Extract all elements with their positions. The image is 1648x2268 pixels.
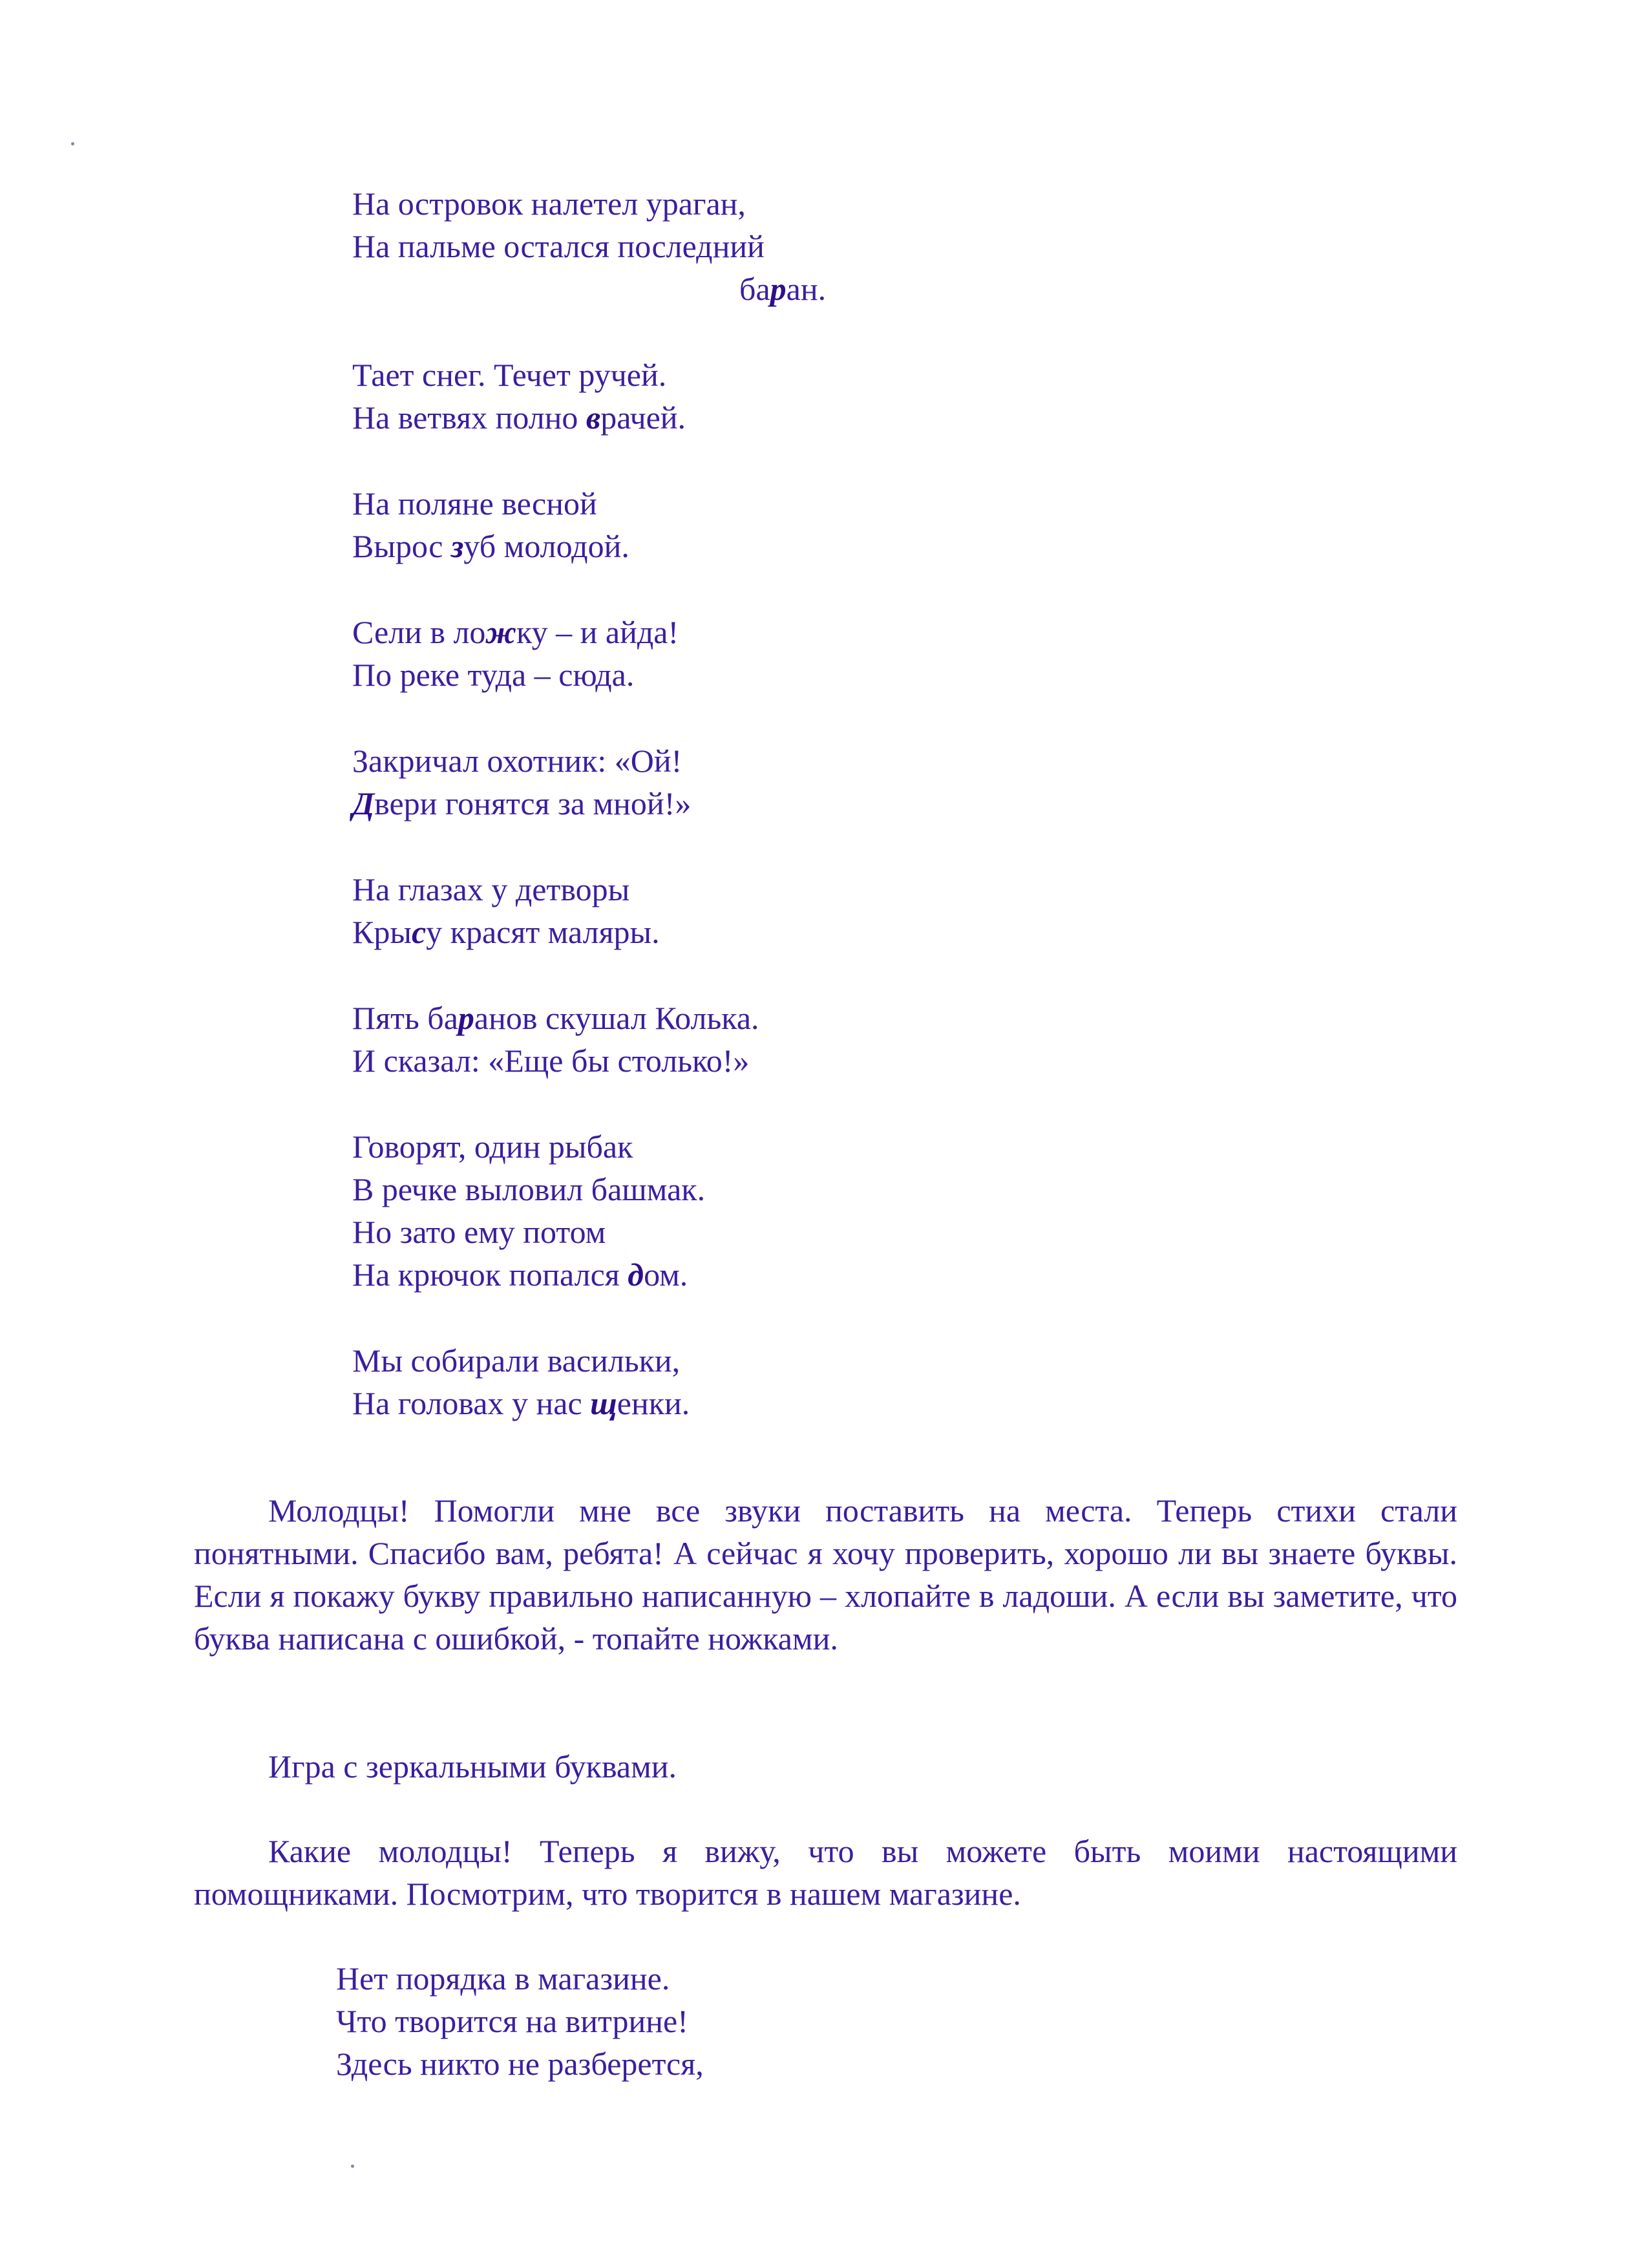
poem-line [352, 611, 1257, 653]
line-text: ом. [644, 1256, 688, 1293]
line-text: уб молодой. [463, 528, 629, 564]
line-text: И сказал: «Еще бы столько!» [352, 1043, 750, 1079]
highlighted-letter: з [450, 528, 464, 564]
poem-line [352, 225, 1257, 268]
poem-line [352, 653, 1257, 696]
poem-line [352, 482, 1257, 525]
line-text: На поляне весной [352, 485, 597, 522]
line-text: Говорят, один рыбак [352, 1129, 633, 1165]
line-text: Кры [352, 914, 412, 950]
scan-speck [71, 142, 74, 145]
line-text: ан. [786, 271, 827, 307]
line-text: На головах у нас [352, 1385, 591, 1421]
stanza [352, 1339, 1257, 1425]
highlighted-letter: Д [352, 785, 375, 821]
poem-line [352, 868, 1257, 911]
highlighted-letter: с [411, 914, 427, 950]
poem-line [352, 1339, 1257, 1382]
riddle-poems [352, 182, 1257, 1468]
highlighted-letter: в [586, 399, 601, 436]
line-text: Вырос [352, 528, 451, 564]
highlighted-letter: щ [590, 1385, 617, 1421]
line-text: На островок налетел ураган, [352, 185, 746, 222]
stanza [352, 182, 1257, 310]
poem-line [352, 1211, 1257, 1253]
stanza [352, 739, 1257, 825]
paragraph-shop-intro [194, 1830, 1457, 1915]
highlighted-letter: ж [485, 614, 517, 650]
scan-speck [351, 2165, 354, 2168]
poem-line: Что творится на витрине! [336, 2003, 688, 2039]
highlighted-letter: р [770, 271, 787, 307]
line-text: Закричал охотник: «Ой! [352, 743, 682, 779]
poem-line [352, 1039, 1257, 1082]
paragraph-game-title [194, 1745, 1457, 1788]
highlighted-letter: р [458, 1000, 474, 1036]
stanza [352, 611, 1257, 696]
line-text: На пальме остался последний [352, 228, 765, 264]
line-text: Тает снег. Течет ручей. [352, 357, 667, 393]
poem-line [352, 396, 1257, 439]
stanza [352, 482, 1257, 567]
poem-line [352, 525, 1257, 567]
paragraph-praise [194, 1489, 1457, 1660]
line-text: анов скушал Колька. [474, 1000, 759, 1036]
line-text: ку – и айда! [516, 614, 679, 650]
poem-line [352, 268, 1257, 310]
poem-line: Здесь никто не разберется, [336, 2046, 704, 2082]
poem-line: Нет порядка в магазине. [336, 1960, 670, 1997]
line-text: Сели в ло [352, 614, 486, 650]
shop-poem [336, 1957, 704, 2085]
highlighted-letter: д [628, 1256, 644, 1293]
poem-line [352, 739, 1257, 782]
poem-line [352, 1168, 1257, 1211]
poem-line [352, 1253, 1257, 1296]
poem-line [352, 997, 1257, 1039]
poem-line [352, 1125, 1257, 1168]
line-text: рачей. [600, 399, 686, 436]
stanza [352, 997, 1257, 1082]
poem-line [352, 354, 1257, 396]
line-text: Но зато ему потом [352, 1214, 606, 1250]
stanza [352, 354, 1257, 439]
paragraph-text: Молодцы! Помогли мне все звуки поставить на места. Теперь стихи стали понятными. Спасибо вам, ребята! А сейчас я хочу проверить, хорошо ли вы знаете буквы. Если я покажу букву правильно написанную – хлопайте в ладоши. А если вы заметите, что буква написана с ошибкой, - топайте ножками. [194, 1492, 1457, 1657]
stanza [352, 1125, 1257, 1296]
line-text: На крючок попался [352, 1256, 628, 1293]
line-text: Пять ба [352, 1000, 458, 1036]
line-text: В речке выловил башмак. [352, 1171, 706, 1207]
line-text: ба [739, 271, 770, 307]
poem-line [352, 782, 1257, 825]
line-text: Мы собирали васильки, [352, 1342, 681, 1379]
line-text: енки. [617, 1385, 690, 1421]
stanza [352, 868, 1257, 953]
line-text: На ветвях полно [352, 399, 586, 436]
poem-line [352, 1382, 1257, 1425]
line-text: у красят маляры. [426, 914, 660, 950]
line-text: На глазах у детворы [352, 871, 630, 907]
paragraph-text: Какие молодцы! Теперь я вижу, что вы можете быть моими настоящими помощниками. Посмотрим, что творится в нашем магазине. [194, 1833, 1457, 1912]
poem-line [352, 911, 1257, 953]
line-text: По реке туда – сюда. [352, 657, 635, 693]
poem-line [352, 182, 1257, 225]
paragraph-text: Игра с зеркальными буквами. [268, 1748, 677, 1785]
line-text: вери гонятся за мной!» [374, 785, 692, 821]
